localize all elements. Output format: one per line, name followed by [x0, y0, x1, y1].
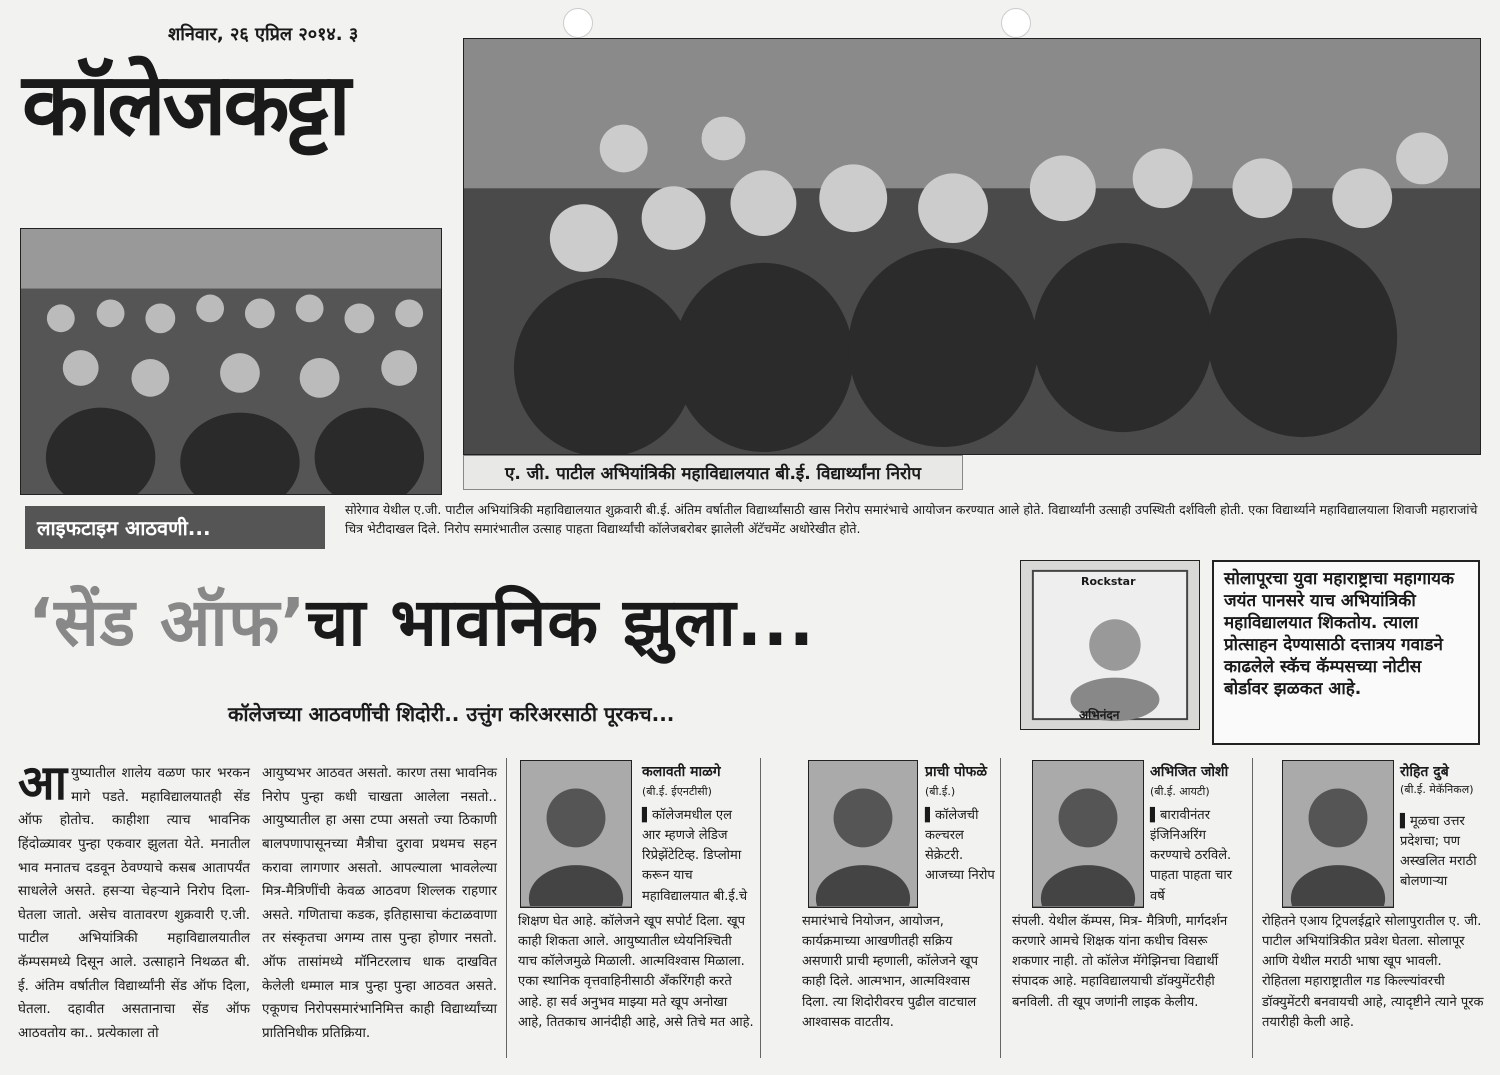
article-col-1-text: युष्यातील शालेय वळण फार भरकन मागे पडते. महाविद्यालयातही सेंड ऑफ होतोच. काहीशा त्याच भावनिक हिंदोळ्यावर पुन्हा एकवार झुलता येते. मनातील भाव मनातच दडवून ठेवण्याचे कसब आतापर्यंत साधलेले असते. हसऱ्या चेहऱ्याने निरोप दिला- घेतला जातो. असेच वातावरण शुक्रवारी ए.जी. पाटील अभियांत्रिकी महाविद्यालयातील कॅम्पसमध्ये दिसून आले. उत्साहाने निथळत बी. ई. अंतिम वर्षातील विद्यार्थ्यांनी सेंड ऑफ दिला, घेतला. दहावीत असतानाचा सेंड ऑफ आठवतोय का.. प्रत्येकाला तो	[18, 765, 250, 1041]
profile-name: अभिजित जोशी	[1150, 764, 1229, 780]
column-divider	[1252, 758, 1253, 1058]
profile-body: रोहितने एआय ट्रिपलईद्वारे सोलापुरातील ए. जी. पाटील अभियांत्रिकीत प्रवेश घेतला. सोलापूर आणि येथील मराठी भाषा खूप भावली. रोहितला महाराष्ट्रातील गड किल्ल्यांवरची डॉक्युमेंटरी बनवायची आहे, त्यादृष्टीने त्याने पूरक तयारीही केली आहे.	[1262, 914, 1484, 1030]
sketch-photo	[1020, 560, 1200, 730]
punch-hole	[563, 8, 593, 38]
profile-branch: (बी.ई.)	[925, 785, 956, 798]
headline-rest: चा भावनिक झुला...	[306, 584, 815, 661]
article-col-1	[18, 755, 250, 1046]
sketch-label-bottom: अभिनंदन	[1079, 708, 1120, 722]
column-divider	[506, 758, 507, 1058]
sidebox: सोलापूरचा युवा महाराष्ट्राचा महागायक जयंत पानसरे याच अभियांत्रिकी महाविद्यालयात शिकतोय. त्याला प्रोत्साहन देण्यासाठी दत्तात्रय गवाडने काढलेले स्कॅच कॅम्पसच्या नोटीस बोर्डावर झळकत आहे.	[1212, 560, 1480, 745]
subhead: कॉलेजच्या आठवणींची शिदोरी.. उत्तुंग करिअरसाठी पूरकच...	[228, 702, 675, 726]
profile-photo	[1282, 760, 1394, 908]
profile-body: संपली. येथील कॅम्पस, मित्र- मैत्रिणी, मार्गदर्शन करणारे आमचे शिक्षक यांना कधीच विसरू शकणार नाही. तो कॉलेज मॅगेझिनचा विद्यार्थी संपादक आहे. महाविद्यालयाची डॉक्युमेंटरीही बनविली. ती खूप जणांनी लाइक केलीय.	[1012, 914, 1228, 1010]
profile-side-text: ▌मूळचा उत्तर प्रदेशचा; पण अस्खलित मराठी बोलणाऱ्या	[1400, 814, 1477, 890]
photo-summary: सोरेगाव येथील ए.जी. पाटील अभियांत्रिकी महाविद्यालयात शुक्रवारी बी.ई. अंतिम वर्षातील विद्यार्थ्यांसाठी खास निरोप समारंभाचे आयोजन करण्यात आले होते. विद्यार्थ्यांनी उत्साही उपस्थिती दर्शविली होती. एका विद्यार्थ्याने महाविद्यालयाला शिवाजी महाराजांचे चित्र भेटीदाखल दिले. निरोप समारंभातील उत्साह पाहता विद्यार्थ्यांची कॉलेजबरोबर झालेली अ‍ॅटॅचमेंट अधोरेखीत होते.	[345, 502, 1478, 537]
profile-branch: (बी.ई. ईएनटीसी)	[642, 785, 712, 798]
main-photo	[463, 38, 1481, 455]
main-photo-caption: ए. जी. पाटील अभियांत्रिकी महाविद्यालयात बी.ई. विद्यार्थ्यांना निरोप	[463, 455, 963, 490]
profile-body: समारंभाचे नियोजन, आयोजन, कार्यक्रमाच्या आखणीतही सक्रिय असणारी प्राची म्हणाली, कॉलेजने खूप काही दिले. आत्मभान, आत्मविश्वास दिला. त्या शिदोरीवरच पुढील वाटचाल आश्वासक वाटतीय.	[802, 914, 979, 1030]
profile-name: रोहित दुबे	[1400, 764, 1449, 780]
profile-branch: (बी.ई. आयटी)	[1150, 785, 1210, 798]
profile-side-text: ▌बारावीनंतर इंजिनिअरिंग करण्याचे ठरविले. पाहता पाहता चार वर्षे	[1150, 808, 1233, 904]
profile-body: शिक्षण घेत आहे. कॉलेजने खूप सपोर्ट दिला. खूप काही शिकता आले. आयुष्यातील ध्येयनिश्चिती याच कॉलेजमुळे मिळाली. आत्मविश्वास मिळाला. एका स्थानिक वृत्तवाहिनीसाठी अँकरिंगही करते आहे. हा सर्व अनुभव माझ्या मते खूप अनोखा आहे, तितकाच आनंदीही आहे, असे तिचे मत आहे.	[518, 914, 754, 1030]
profile-photo	[808, 760, 918, 908]
profile-name: प्राची पोफळे	[925, 764, 987, 780]
dateline: शनिवार, २६ एप्रिल २०१४. ३	[168, 24, 359, 45]
headline-quote: ‘सेंड ऑफ’	[28, 584, 307, 661]
column-divider	[1000, 758, 1001, 1058]
punch-hole	[1001, 8, 1031, 38]
profile-name: कलावती माळगे	[642, 764, 721, 780]
profile-photo	[520, 760, 632, 908]
section-tag: लाइफटाइम आठवणी...	[25, 506, 325, 549]
profile-side-text: ▌कॉलेजमधील एल आर म्हणजे लेडिज रिप्रेझेंटेटिव्ह. डिप्लोमा करून याच महाविद्यालयात बी.ई.चे	[642, 808, 748, 904]
dropcap: आ	[18, 755, 68, 811]
sketch-label-top: Rockstar	[1081, 575, 1136, 588]
article-col-2: आयुष्यभर आठवत असतो. कारण तसा भावनिक निरोप पुन्हा कधी चाखता आलेला नसतो.. आयुष्यातील हा असा टप्पा असतो ज्या ठिकाणी बालपणापासूनच्या मैत्रीचा दुरावा प्रथमच सहन करावा लागणार असतो. आपल्याला भावलेल्या मित्र-मैत्रिणींची केवळ आठवण शिल्लक राहणार असते. गणिताचा कडक, इतिहासाचा कंटाळवाणा तर संस्कृतचा अगम्य तास पुन्हा होणार नसतो. ऑफ तासांमध्ये मॉनिटरलाच धाक दाखवित केलेली धम्माल मात्र पुन्हा पुन्हा आठवत असते. एकूणच निरोपसमारंभानिमित्त काही विद्यार्थ्यांच्या प्रातिनिधीक प्रतिक्रिया.	[262, 765, 497, 1041]
profile-branch: (बी.ई. मेकॅनिकल)	[1400, 783, 1474, 796]
headline	[28, 584, 998, 661]
profile-photo	[1032, 760, 1144, 908]
masthead: कॉलेजकट्टा	[22, 54, 348, 155]
audience-photo	[20, 228, 442, 495]
profile-side-text: ▌कॉलेजची कल्चरल सेक्रेटरी. आजच्या निरोप	[925, 808, 995, 884]
column-divider	[760, 758, 761, 1058]
